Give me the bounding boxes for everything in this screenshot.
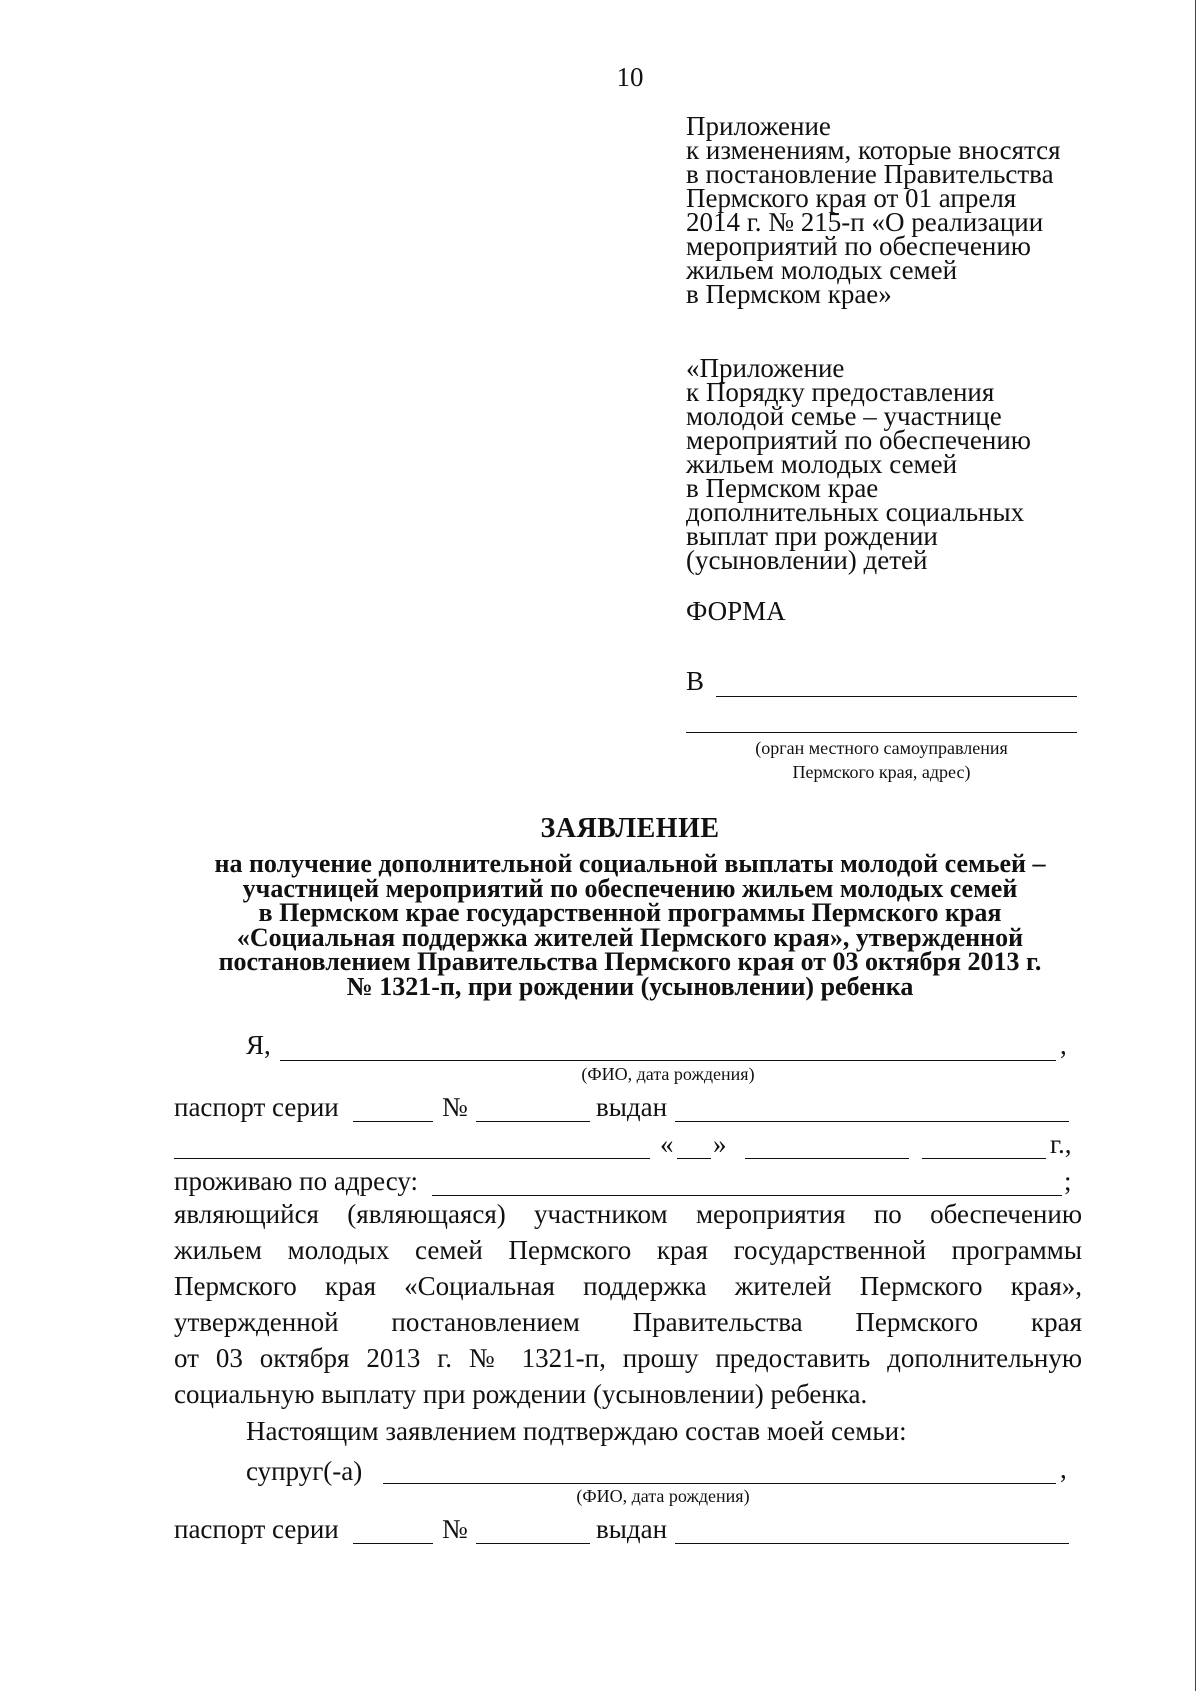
addressee-caption-2: Пермского края, адрес) xyxy=(792,762,971,782)
subtitle-line: в Пермском крае государственной программы Пермского края xyxy=(258,898,1002,927)
body-line: социальную выплату при рождении (усыновлении) ребенка. xyxy=(174,1379,868,1409)
passport-number-field[interactable] xyxy=(476,1121,590,1122)
form-annex-line: «Приложение xyxy=(686,353,845,383)
issue-month-field[interactable] xyxy=(745,1158,909,1159)
addressee-field-line-2[interactable] xyxy=(686,732,1077,733)
annex-line: жильем молодых семей xyxy=(686,255,958,285)
quote-close: » xyxy=(713,1129,727,1159)
addressee-field-line-1[interactable] xyxy=(716,696,1077,697)
spouse-fio-caption: (ФИО, дата рождения) xyxy=(576,1486,750,1506)
spouse-label: супруг(-а) xyxy=(246,1456,363,1486)
number-sign: № xyxy=(442,1514,468,1544)
form-annex-line: молодой семье – участнице xyxy=(686,401,1002,431)
form-annex-line: жильем молодых семей xyxy=(686,449,958,479)
fio-caption: (ФИО, дата рождения) xyxy=(581,1064,755,1084)
comma: , xyxy=(1060,1454,1067,1484)
subtitle-line: на получение дополнительной социальной выплаты молодой семьей – xyxy=(214,849,1046,878)
form-annex-line: (усыновлении) детей xyxy=(686,545,928,575)
form-annex-line: выплат при рождении xyxy=(686,521,938,551)
forma-label: ФОРМА xyxy=(686,596,786,626)
annex-line: 2014 г. № 215-п «О реализации xyxy=(686,207,1044,237)
issued-label: выдан xyxy=(596,1514,668,1544)
form-annex-line: к Порядку предоставления xyxy=(686,377,995,407)
annex-line: в постановление Правительства xyxy=(686,159,1054,189)
passport-series-field[interactable] xyxy=(353,1121,433,1122)
body-line: утвержденной постановлением Правительства Пермского края xyxy=(174,1307,1082,1337)
body-line: жильем молодых семей Пермского края государственной программы xyxy=(174,1235,1082,1265)
address-label: проживаю по адресу: xyxy=(174,1166,419,1196)
addressee-prefix: В xyxy=(686,666,705,696)
applicant-name-field[interactable] xyxy=(280,1060,1056,1061)
annex-line: Пермского края от 01 апреля xyxy=(686,183,1017,213)
addressee-caption-1: (орган местного самоуправления xyxy=(755,738,1008,758)
page-number: 10 xyxy=(616,62,644,92)
spouse-passport-number-field[interactable] xyxy=(476,1543,590,1544)
form-annex-line: в Пермском крае xyxy=(686,473,879,503)
passport-series-label: паспорт серии xyxy=(174,1092,339,1122)
subtitle-line: постановлением Правительства Пермского края от 03 октября 2013 г. xyxy=(218,947,1042,976)
spouse-passport-series-field[interactable] xyxy=(353,1543,433,1544)
annex-header xyxy=(686,111,1061,309)
body-line: являющийся (являющаяся) участником мероприятия по обеспечению xyxy=(174,1199,1082,1229)
scan-edge-line xyxy=(1195,0,1196,1691)
passport-issuer-field[interactable] xyxy=(675,1121,1069,1122)
annex-line: Приложение xyxy=(686,111,831,141)
number-sign: № xyxy=(442,1092,468,1122)
issue-day-field[interactable] xyxy=(677,1158,711,1159)
form-annex-line: мероприятий по обеспечению xyxy=(686,425,1031,455)
issue-year-field[interactable] xyxy=(922,1158,1046,1159)
passport-issuer-field-cont[interactable] xyxy=(174,1158,650,1159)
subtitle-line: № 1321-п, при рождении (усыновлении) ребенка xyxy=(346,971,914,1001)
annex-line: к изменениям, которые вносятся xyxy=(686,135,1061,165)
spouse-passport-series-label: паспорт серии xyxy=(174,1514,339,1544)
spouse-passport-issuer-field[interactable] xyxy=(675,1543,1069,1544)
subtitle-line: участницей мероприятий по обеспечению жильем молодых семей xyxy=(242,873,1018,903)
ya-label: Я, xyxy=(246,1030,271,1060)
year-suffix: г., xyxy=(1050,1129,1072,1159)
annex-line: мероприятий по обеспечению xyxy=(686,231,1031,261)
quote-open: « xyxy=(660,1129,674,1159)
annex-line: в Пермском крае» xyxy=(686,279,892,309)
family-intro: Настоящим заявлением подтверждаю состав моей семьи: xyxy=(246,1416,907,1446)
issued-label: выдан xyxy=(596,1092,668,1122)
document-title: ЗАЯВЛЕНИЕ xyxy=(540,813,720,844)
form-annex-header xyxy=(686,353,1031,575)
comma: , xyxy=(1060,1030,1067,1060)
spouse-name-field[interactable] xyxy=(383,1483,1056,1484)
body-line: Пермского края «Социальная поддержка жителей Пермского края», xyxy=(174,1271,1082,1301)
body-line: от 03 октября 2013 г. № 1321-п, прошу предоставить дополнительную xyxy=(174,1343,1082,1373)
subtitle-line: «Социальная поддержка жителей Пермского края», утвержденной xyxy=(236,922,1024,952)
semicolon: ; xyxy=(1064,1166,1072,1196)
form-annex-line: дополнительных социальных xyxy=(686,497,1025,527)
document-subtitle xyxy=(0,849,1200,1001)
body-paragraph xyxy=(174,1196,1082,1412)
